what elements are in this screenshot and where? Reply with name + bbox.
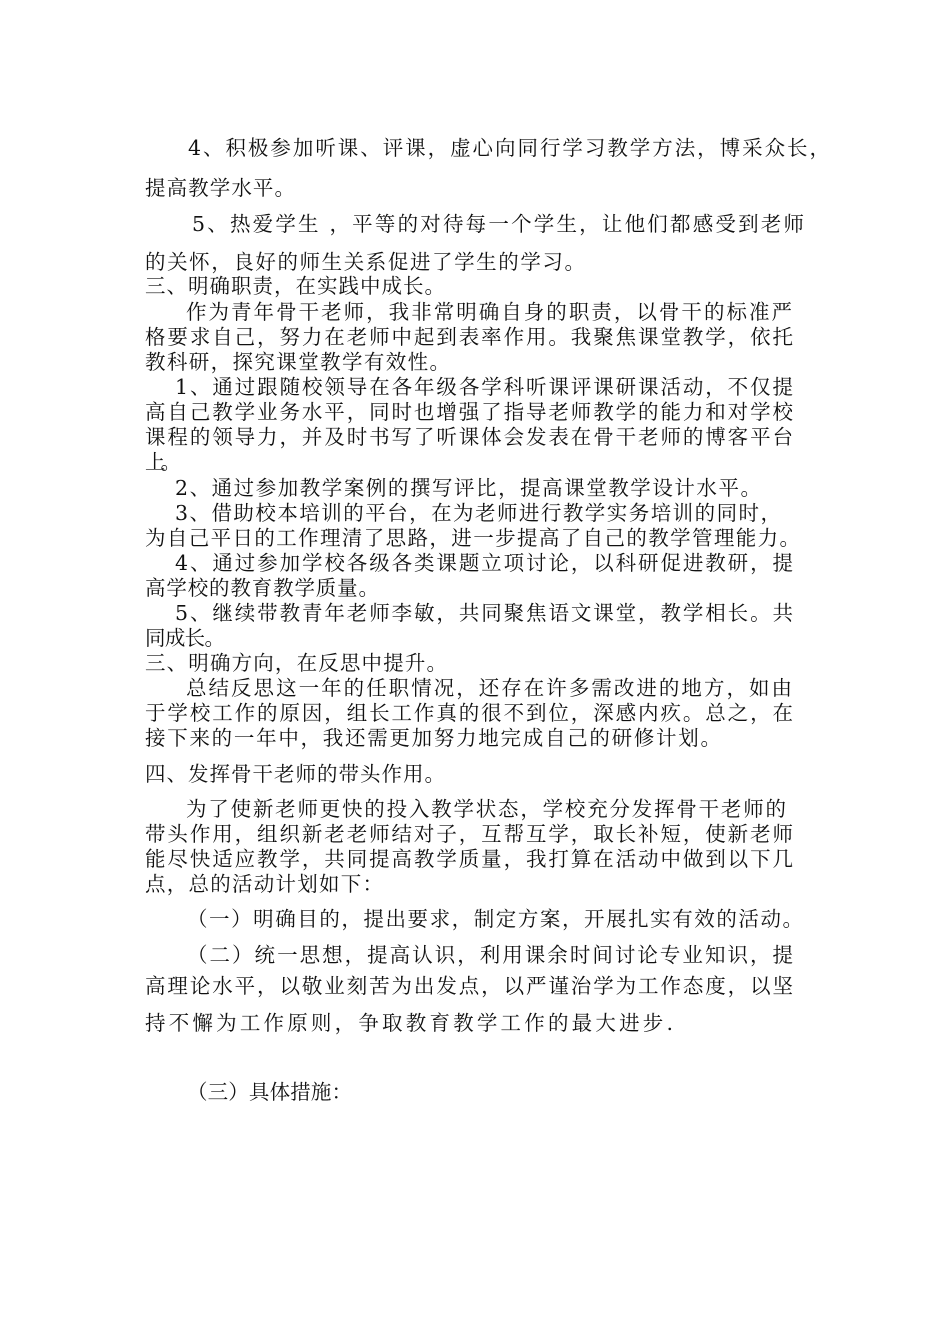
text-line: 持不懈为工作原则，争取教育教学工作的最大进步.	[145, 1011, 677, 1035]
section-heading: 三、明确方向，在反思中提升。	[145, 651, 449, 675]
text-line: 上。	[145, 450, 176, 474]
text-line: 高学校的教育教学质量。	[145, 576, 380, 600]
text-line: 能尽快适应教学，共同提高教学质量，我打算在活动中做到以下几	[145, 847, 795, 871]
text-line: 课程的领导力，并及时书写了听课体会发表在骨干老师的博客平台	[145, 425, 795, 449]
text-line: 的关怀，良好的师生关系促进了学生的学习。	[145, 250, 587, 274]
text-line: 同成长。	[145, 626, 225, 650]
text-line: 为了使新老师更快的投入教学状态，学校充分发挥骨干老师的	[186, 797, 788, 821]
text-line: 4、积极参加听课、评课，虚心向同行学习教学方法，博采众长，	[188, 136, 832, 160]
text-line: 1、通过跟随校领导在各年级各学科听课评课研课活动，不仅提	[175, 375, 795, 399]
text-line: 提高教学水平。	[145, 176, 297, 200]
text-line: （三）具体措施：	[187, 1080, 353, 1104]
text-line: 点，总的活动计划如下：	[145, 872, 385, 896]
text-line: 5、热爱学生 ，平等的对待每一个学生，让他们都感受到老师	[192, 212, 807, 236]
section-heading: 三、明确职责，在实践中成长。	[145, 274, 446, 298]
text-line: 为自己平日的工作理清了思路，进一步提高了自己的教学管理能力。	[145, 526, 802, 550]
text-line: 带头作用，组织新老老师结对子，互帮互学，取长补短，使新老师	[145, 822, 795, 846]
text-line: 3、借助校本培训的平台，在为老师进行教学实务培训的同时，	[175, 501, 783, 525]
text-line: 4、通过参加学校各级各类课题立项讨论，以科研促进教研，提	[175, 551, 795, 575]
text-line: 高自己教学业务水平，同时也增强了指导老师教学的能力和对学校	[145, 400, 795, 424]
text-line: 于学校工作的原因，组长工作真的很不到位，深感内疚。总之，在	[145, 701, 795, 725]
text-line: （一）明确目的，提出要求，制定方案，开展扎实有效的活动。	[187, 907, 805, 931]
text-line: 格要求自己，努力在老师中起到表率作用。我聚焦课堂教学，依托	[145, 325, 795, 349]
text-line: 接下来的一年中，我还需更加努力地完成自己的研修计划。	[145, 726, 723, 750]
text-line: 总结反思这一年的任职情况，还存在许多需改进的地方，如由	[186, 676, 795, 700]
text-line: 作为青年骨干老师，我非常明确自身的职责，以骨干的标准严	[186, 300, 795, 324]
text-line: 高理论水平，以敬业刻苦为出发点，以严谨治学为工作态度，以坚	[145, 974, 795, 998]
text-line: 2、通过参加教学案例的撰写评比，提高课堂教学设计水平。	[175, 476, 763, 500]
text-line: 5、继续带教青年老师李敏，共同聚焦语文课堂，教学相长。共	[175, 601, 795, 625]
section-heading: 四、发挥骨干老师的带头作用。	[145, 762, 446, 786]
text-line: （二）统一思想，提高认识，利用课余时间讨论专业知识，提	[187, 943, 796, 967]
text-line: 教科研，探究课堂教学有效性。	[145, 350, 452, 374]
